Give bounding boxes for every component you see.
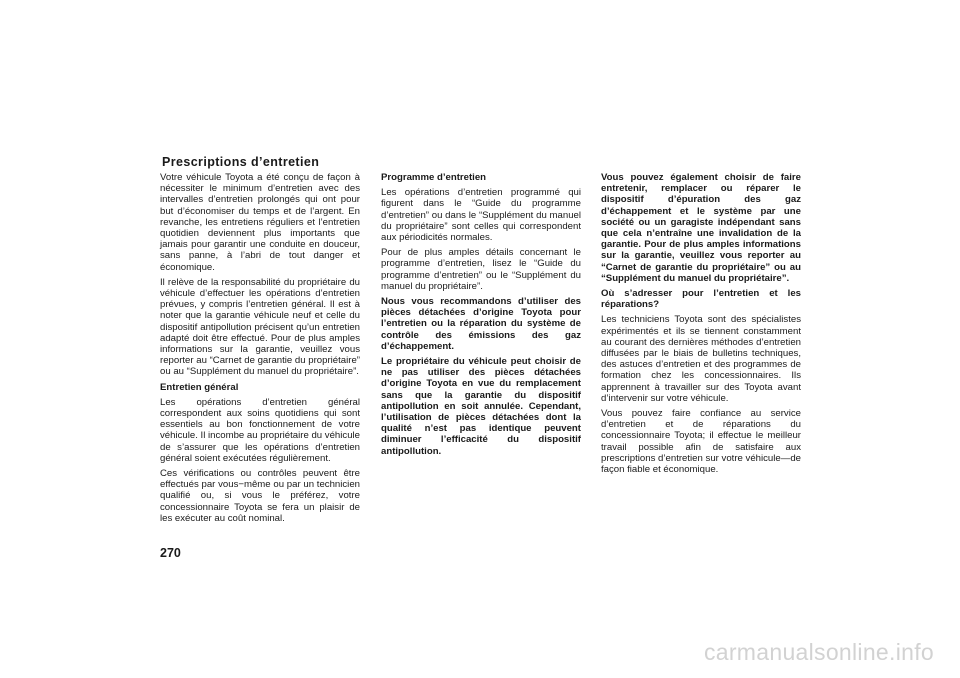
- section-heading-where-to-service: Où s’adresser pour l’entretien et les réparations?: [601, 288, 801, 311]
- paragraph: Votre véhicule Toyota a été conçu de façon à nécessiter le minimum d’entretien avec des intervalles d’entretien prolongés qui ont pour but d’économiser du temps et de l’argent. En revanche, les entretiens réguliers et l’entretien quotidien deviennent plus importants que jamais pour garantir une conduite en douceur, sans panne, à l’abri de tout danger et économique.: [160, 172, 360, 273]
- section-heading-general-maintenance: Entretien général: [160, 381, 239, 393]
- page-number: 270: [160, 546, 181, 560]
- bold-paragraph: Le propriétaire du véhicule peut choisir de ne pas utiliser des pièces détachées d’origine Toyota en vue du remplacement sans que la garantie du dispositif antipollution en soit annulée. Cependant, l’utilisation de pièces détachées dont la qualité n’est pas identique peuvent diminuer l’efficacité du dispositif antipollution.: [381, 356, 581, 457]
- paragraph: Les opérations d’entretien programmé qui figurent dans le “Guide du programme d’entretien” ou dans le “Supplément du manuel du propriétaire” sont celles qui correspondent aux périodicités normales.: [381, 187, 581, 244]
- paragraph: Vous pouvez faire confiance au service d’entretien et de réparations du concessionnaire Toyota; il effectue le meilleur travail possible afin de satisfaire aux prescriptions d’entretien sur votre véhicule—de façon fiable et économique.: [601, 408, 801, 476]
- paragraph: Pour de plus amples détails concernant le programme d’entretien, lisez le “Guide du programme d’entretien” ou le “Supplément du manuel du propriétaire”.: [381, 247, 581, 292]
- bold-paragraph: Vous pouvez également choisir de faire entretenir, remplacer ou réparer le dispositif d’épuration des gaz d’échappement et le système par une société ou un garagiste indépendant sans que cela n’entraîne une invalidation de la garantie. Pour de plus amples informations sur la garantie, veuillez vous reporter au “Carnet de garantie du propriétaire” ou au “Supplément du manuel du propriétaire”.: [601, 172, 801, 284]
- section-heading-maintenance-schedule: Programme d’entretien: [381, 172, 487, 183]
- paragraph: Ces vérifications ou contrôles peuvent être effectués par vous−même ou par un technicien qualifié ou, si vous le préférez, votre concessionnaire Toyota se fera un plaisir de les exécuter au coût nominal.: [160, 468, 360, 524]
- bold-paragraph: Nous vous recommandons d’utiliser des pièces détachées d’origine Toyota pour l’entretien ou la réparation du système de contrôle des émissions des gaz d’échappement.: [381, 296, 581, 352]
- text-column-3: [601, 172, 801, 479]
- paragraph: Les opérations d’entretien général correspondent aux soins quotidiens qui sont essentiels au bon fonctionnement de votre véhicule. Il incombe au propriétaire du véhicule de s’assurer que les opérations d’entretien général soient exécutées régulièrement.: [160, 396, 360, 464]
- page-title: Prescriptions d’entretien: [162, 155, 320, 169]
- paragraph: Les techniciens Toyota sont des spécialistes expérimentés et ils se tiennent constamment au courant des dernières méthodes d’entretien diffusées par le biais de bulletins techniques, des astuces d’entretien et des programmes de formation chez les concessionnaires. Ils apprennent à travailler sur des Toyota avant d’intervenir sur votre véhicule.: [601, 314, 801, 404]
- watermark: carmanualsonline.info: [703, 639, 934, 665]
- text-column-1: [160, 172, 360, 528]
- text-column-2: [381, 172, 581, 461]
- paragraph: Il relève de la responsabilité du propriétaire du véhicule d’effectuer les opérations d’entretien prévues, y compris l’entretien général. Il est à noter que la garantie véhicule neuf et celle du dispositif antipollution précisent qu’un entretien adapté doit être effectué. Pour de plus amples informations sur la garantie, veuillez vous reporter au “Carnet de garantie du propriétaire” ou au “Supplément du manuel du propriétaire”.: [160, 276, 360, 378]
